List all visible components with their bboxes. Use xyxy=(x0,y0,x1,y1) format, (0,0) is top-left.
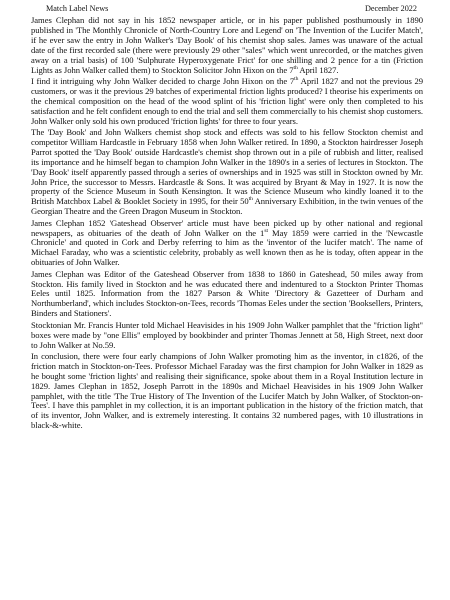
paragraph-2-text: I find it intriguing why John Walker decided to charge John Hixon on the 7 xyxy=(31,75,295,86)
ordinal-suffix: th xyxy=(293,64,298,71)
paragraph-4-text: James Clephan 1852 'Gateshead Observer' article must have been picked up by other national and regional newspapers, as obituaries of the death of John Walker on the 1 xyxy=(31,217,423,238)
paragraph-7: In conclusion, there were four early champions of John Walker promoting him as the inventor, in c1826, of the friction match in Stockton-on-Tees. Professor Michael Faraday was the first champion for John Walker in 1829 as he bought some 'friction lights' and realising their significance, spoke about them in a Royal Institution lecture in 1829. James Clephan in 1852, Joseph Parrott in the 1890s and Michael Heavisides in his 1909 John Walker pamphlet, with the title 'The True History of The Invention of the Lucifer Match by John Walker, of Stockton-on-Tees'. I have this pamphlet in my collection, it is an important publication in the history of the friction match, that of its inventor, John Walker, and is extremely interesting. It contains 32 numbered pages, with 10 illustrations in black-&-white. xyxy=(31,350,423,431)
paragraph-6: Stocktonian Mr. Francis Hunter told Michael Heavisides in his 1909 John Walker pamphlet that the "friction light" boxes were made by "one Ellis" employed by bookbinder and printer Thomas Jennett at 58, High Street, next door to John Walker at No.59. xyxy=(31,319,423,350)
paragraph-1-text: James Clephan did not say in his 1852 newspaper article, or in his paper published posthumously in 1890 published in 'The Monthly Chronicle of North-Country Lore and Legend' on 'The Invention of the Lucifer Match', if he ever saw the entry in John Walker's 'Day Book' of his chemist shop sales. James was unaware of the actual date of the first recorded sale (there were previously 29 other "sales" which went unrecorded, or the matches given away on a trial basis) of 100 'Sulphurate Hyperoxygenate Frict' for one shilling and 2 pence for a tin (Friction Lights as John Walker called them) to Stockton Solicitor John Hixon on the 7 xyxy=(31,15,423,75)
ordinal-suffix: th xyxy=(294,76,299,83)
page-header xyxy=(30,3,420,15)
article-body xyxy=(31,16,423,433)
paragraph-1-text-end: April 1827. xyxy=(297,64,339,75)
paragraph-3-text-end: Anniversary Exhibition, in the twin venues of the Georgian Theatre and the Green Dragon Museum in Stockton. xyxy=(31,196,424,217)
newsletter-title: Match Label News xyxy=(46,4,109,13)
ordinal-suffix: st xyxy=(264,227,268,234)
issue-date: December 2022 xyxy=(364,4,417,13)
paragraph-4-text-end: May 1859 were carried in the 'Newcastle Chronicle' and quoted in Cork and Derby referring to him as the 'inventor of the lucifer match'. The name of Michael Faraday, who was a scientistic celebrity, probably as well known then as he is today, often appear in the obituaries of John Walker. xyxy=(31,227,423,268)
paragraph-1 xyxy=(31,16,423,75)
paragraph-3 xyxy=(31,128,423,217)
paragraph-2-text-end: April 1827 and not the previous 29 customers, or was it the previous 29 batches of experimental friction lights produced? I theorise his experiments on the chemical composition on the head of the wood splint of his 'friction light' were only then completed to his satisfaction and he felt confident enough to end the trial and sell them commercially to his chemist shop customers. John Walker only sold his own produced 'friction lights' for three to four years. xyxy=(31,75,423,126)
paragraph-2 xyxy=(31,77,423,127)
ordinal-suffix: th xyxy=(248,196,253,203)
paragraph-3-text: The 'Day Book' and John Walkers chemist shop stock and effects was sold to his fellow Stockton chemist and competitor William Hardcastle in February 1858 when John Walker retired. In 1890, a Stockton hairdresser Joseph Parrot spotted the 'Day Book' outside Hardcastle's chemist shop thrown out in a pile of rubbish and litter, realised its importance and he himself began to champion John Walker in the 1890's in a series of lectures in Stockton. The 'Day Book' itself apparently passed through a series of ownerships and in 1925 was still in Stockton owned by Mr. John Price, the successor to Messrs. Hardcastle & Sons. It was acquired by Bryant & May in 1927. It is now the property of the Science Museum in South Kensington. It was the Science Museum who kindly loaned it to the British Matchbox Label & Booklet Society in 1995, for their 50 xyxy=(31,126,423,207)
paragraph-4 xyxy=(31,219,423,269)
paragraph-5: James Clephan was Editor of the Gateshead Observer from 1838 to 1860 in Gateshead, 50 miles away from Stockton. His family lived in Stockton and he was educated there and indentured to a Stockton Printer Thomas Eeles until 1825. Information from the 1827 Parson & White 'Directory & Gazetteer of Durham and Northumberland', which includes Stockton-on-Tees, records 'Thomas Eeles under the section 'Booksellers, Printers, Binders and Stationers'. xyxy=(31,268,423,319)
